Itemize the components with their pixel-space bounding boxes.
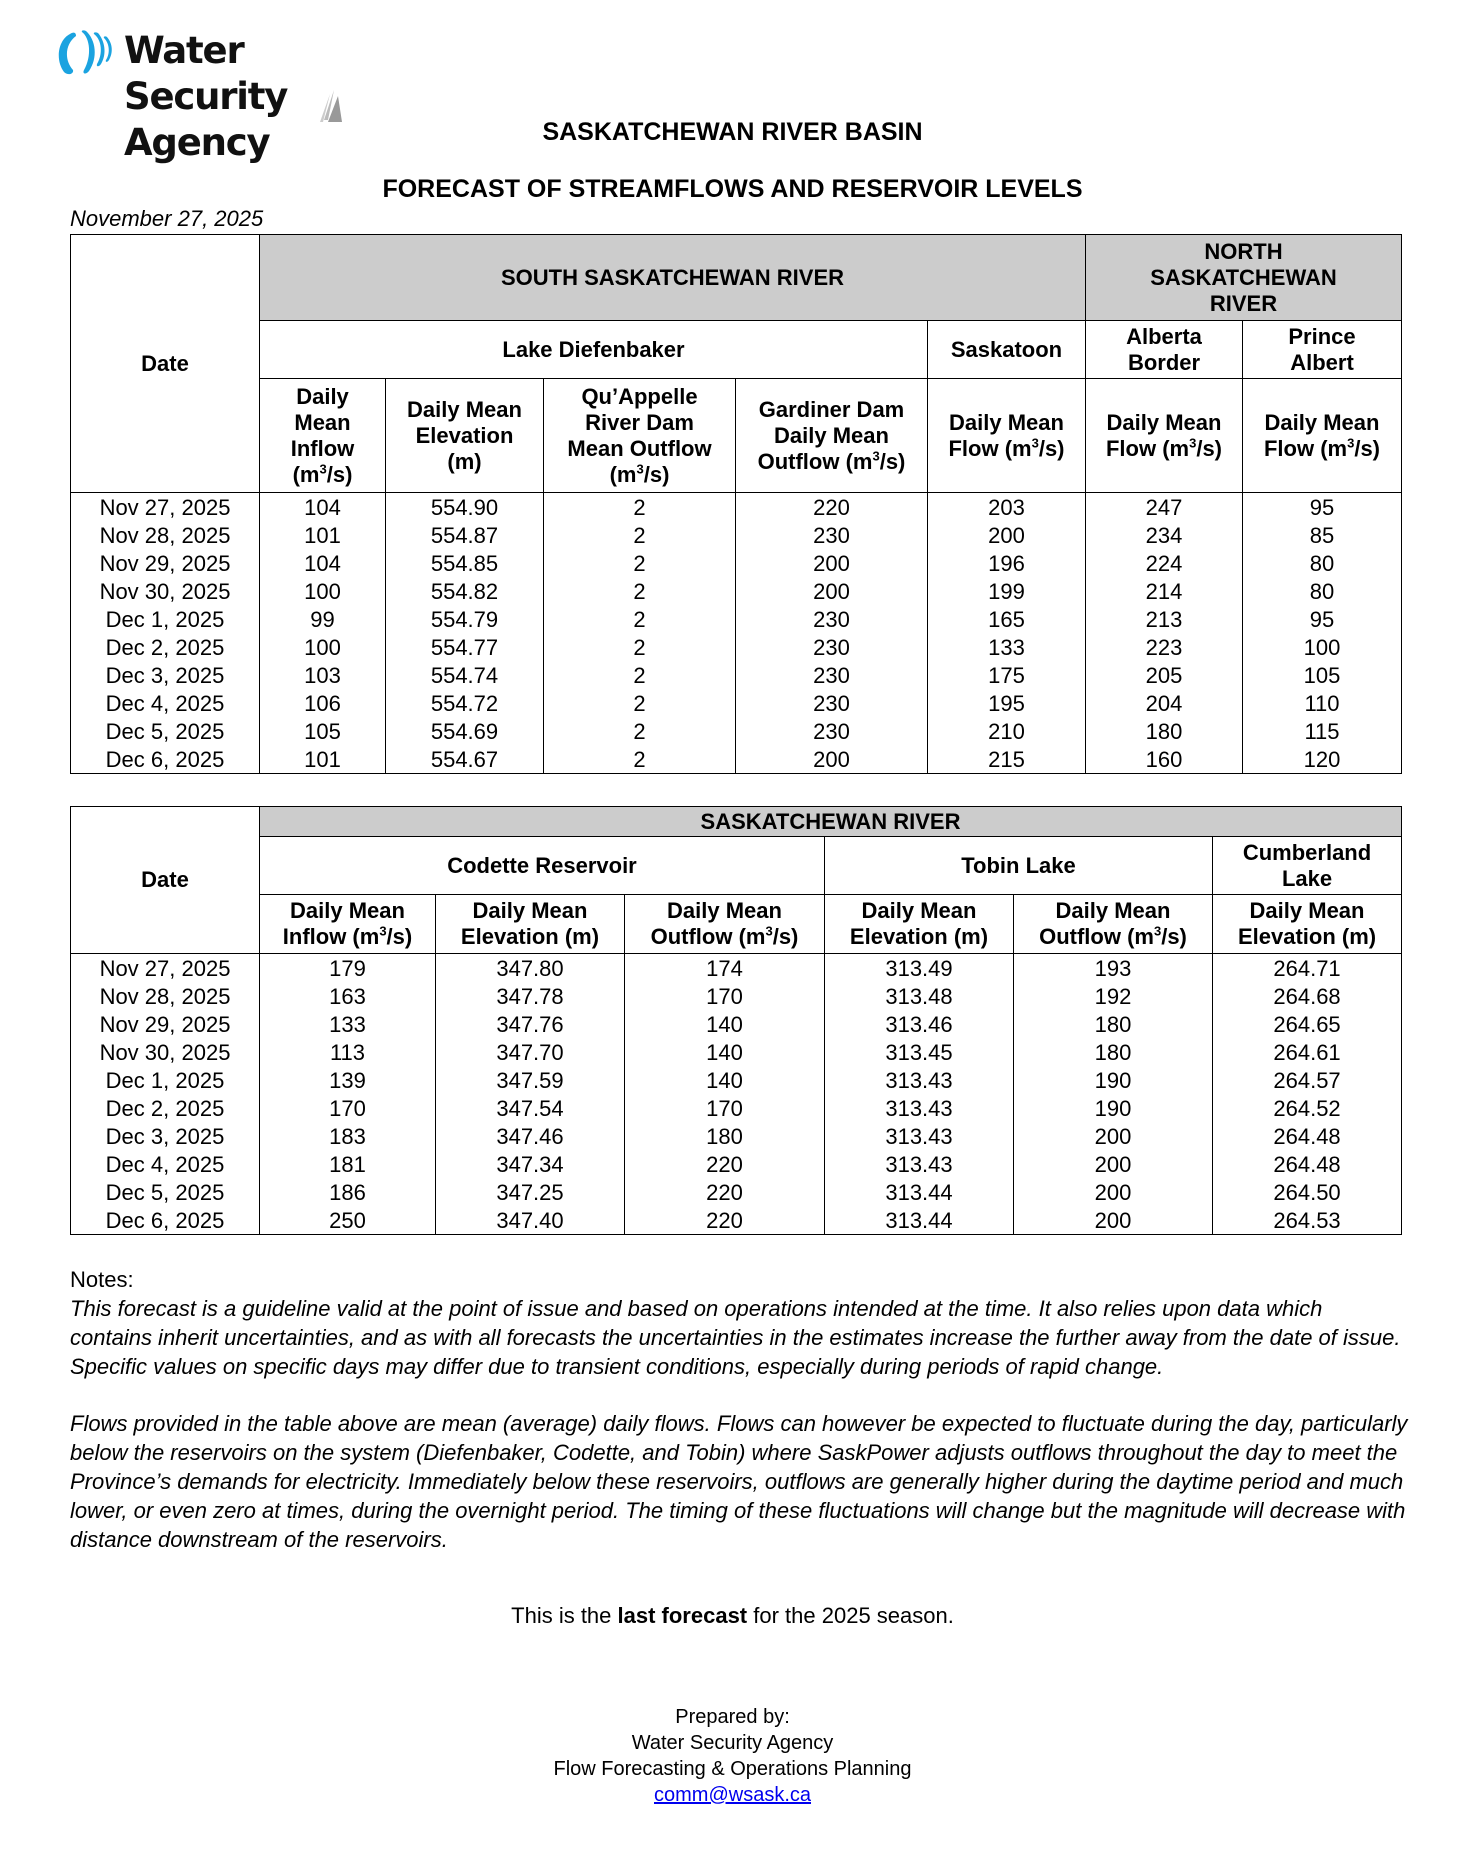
value-cell: 139 — [260, 1066, 436, 1094]
value-cell: 165 — [928, 605, 1086, 633]
value-cell: 80 — [1243, 549, 1402, 577]
value-cell: 213 — [1086, 605, 1243, 633]
value-cell: 106 — [260, 689, 386, 717]
value-cell: 347.40 — [436, 1206, 625, 1235]
value-cell: 230 — [736, 633, 928, 661]
date-cell: Dec 1, 2025 — [71, 1066, 260, 1094]
value-cell: 347.54 — [436, 1094, 625, 1122]
value-cell: 220 — [625, 1178, 825, 1206]
table-row — [71, 745, 1402, 774]
value-cell: 264.71 — [1213, 954, 1402, 983]
value-cell: 247 — [1086, 493, 1243, 522]
value-cell: 110 — [1243, 689, 1402, 717]
date-cell: Dec 5, 2025 — [71, 1178, 260, 1206]
agency-logo — [56, 28, 396, 164]
date-cell: Dec 3, 2025 — [71, 1122, 260, 1150]
value-cell: 105 — [1243, 661, 1402, 689]
value-cell: 199 — [928, 577, 1086, 605]
prepared-by-label: Prepared by: — [675, 1706, 790, 1728]
value-cell: 170 — [260, 1094, 436, 1122]
value-cell: 313.43 — [825, 1066, 1014, 1094]
table1-body — [71, 493, 1402, 774]
north-saskatchewan-river-header: NORTH SASKATCHEWAN RIVER — [1086, 235, 1402, 321]
value-cell: 264.48 — [1213, 1150, 1402, 1178]
codette-reservoir-header: Codette Reservoir — [260, 837, 825, 895]
date-cell: Nov 28, 2025 — [71, 521, 260, 549]
value-cell: 193 — [1014, 954, 1213, 983]
date-cell: Nov 30, 2025 — [71, 1038, 260, 1066]
date-cell: Dec 6, 2025 — [71, 745, 260, 774]
date-cell: Dec 5, 2025 — [71, 717, 260, 745]
table-row — [71, 1178, 1402, 1206]
value-cell: 200 — [736, 549, 928, 577]
table-row — [71, 717, 1402, 745]
value-cell: 133 — [260, 1010, 436, 1038]
value-cell: 313.44 — [825, 1178, 1014, 1206]
saskatchewan-river-header: SASKATCHEWAN RIVER — [260, 807, 1402, 837]
value-cell: 230 — [736, 717, 928, 745]
value-cell: 100 — [260, 633, 386, 661]
value-cell: 2 — [544, 661, 736, 689]
prince-albert-header: Prince Albert — [1243, 321, 1402, 379]
issue-date: November 27, 2025 — [70, 206, 264, 231]
value-cell: 554.87 — [386, 521, 544, 549]
value-cell: 554.79 — [386, 605, 544, 633]
table-row — [71, 1038, 1402, 1066]
south-saskatchewan-river-header: SOUTH SASKATCHEWAN RIVER — [260, 235, 1086, 321]
value-cell: 2 — [544, 745, 736, 774]
value-cell: 347.80 — [436, 954, 625, 983]
contact-email-link[interactable]: comm@wsask.ca — [654, 1784, 811, 1806]
value-cell: 99 — [260, 605, 386, 633]
value-cell: 200 — [1014, 1206, 1213, 1235]
col-quappelle-outflow: Qu’Appelle River Dam Mean Outflow $(m^3/s)$ — [544, 379, 736, 493]
table2-body — [71, 954, 1402, 1235]
value-cell: 554.82 — [386, 577, 544, 605]
tobin-lake-header: Tobin Lake — [825, 837, 1213, 895]
value-cell: 220 — [736, 493, 928, 522]
value-cell: 95 — [1243, 605, 1402, 633]
value-cell: 313.43 — [825, 1150, 1014, 1178]
value-cell: 100 — [1243, 633, 1402, 661]
prepared-by-dept: Flow Forecasting & Operations Planning — [553, 1758, 912, 1780]
value-cell: 80 — [1243, 577, 1402, 605]
date-column-header: Date — [71, 235, 260, 493]
col-prince-albert-flow: Daily Mean Flow $(m^3/s)$ — [1243, 379, 1402, 493]
col-tobin-elevation: Daily Mean Elevation (m) — [825, 895, 1014, 954]
logo-line1: Water Security — [124, 29, 288, 118]
value-cell: 347.25 — [436, 1178, 625, 1206]
value-cell: 200 — [928, 521, 1086, 549]
value-cell: 180 — [1086, 717, 1243, 745]
value-cell: 101 — [260, 745, 386, 774]
value-cell: 200 — [1014, 1150, 1213, 1178]
date-cell: Dec 4, 2025 — [71, 689, 260, 717]
value-cell: 223 — [1086, 633, 1243, 661]
table-row — [71, 633, 1402, 661]
value-cell: 230 — [736, 605, 928, 633]
value-cell: 554.69 — [386, 717, 544, 745]
value-cell: 2 — [544, 493, 736, 522]
value-cell: 190 — [1014, 1066, 1213, 1094]
value-cell: 554.90 — [386, 493, 544, 522]
date-cell: Nov 28, 2025 — [71, 982, 260, 1010]
date-cell: Dec 2, 2025 — [71, 633, 260, 661]
value-cell: 174 — [625, 954, 825, 983]
date-column-header: Date — [71, 807, 260, 954]
alberta-border-header: Alberta Border — [1086, 321, 1243, 379]
date-cell: Nov 29, 2025 — [71, 549, 260, 577]
table-row — [71, 689, 1402, 717]
value-cell: 181 — [260, 1150, 436, 1178]
date-cell: Dec 6, 2025 — [71, 1206, 260, 1235]
value-cell: 115 — [1243, 717, 1402, 745]
value-cell: 250 — [260, 1206, 436, 1235]
value-cell: 347.34 — [436, 1150, 625, 1178]
value-cell: 313.43 — [825, 1122, 1014, 1150]
value-cell: 224 — [1086, 549, 1243, 577]
table-row — [71, 982, 1402, 1010]
date-cell: Nov 30, 2025 — [71, 577, 260, 605]
value-cell: 105 — [260, 717, 386, 745]
value-cell: 210 — [928, 717, 1086, 745]
value-cell: 264.57 — [1213, 1066, 1402, 1094]
table-row — [71, 521, 1402, 549]
value-cell: 160 — [1086, 745, 1243, 774]
value-cell: 313.45 — [825, 1038, 1014, 1066]
value-cell: 205 — [1086, 661, 1243, 689]
value-cell: 163 — [260, 982, 436, 1010]
page-subtitle: FORECAST OF STREAMFLOWS AND RESERVOIR LEVELS — [382, 175, 1083, 203]
value-cell: 183 — [260, 1122, 436, 1150]
value-cell: 313.44 — [825, 1206, 1014, 1235]
saskatchewan-river-table — [70, 806, 1402, 1235]
date-cell: Nov 27, 2025 — [71, 493, 260, 522]
value-cell: 554.74 — [386, 661, 544, 689]
value-cell: 140 — [625, 1066, 825, 1094]
value-cell: 554.67 — [386, 745, 544, 774]
value-cell: 2 — [544, 577, 736, 605]
value-cell: 554.85 — [386, 549, 544, 577]
saskatoon-header: Saskatoon — [928, 321, 1086, 379]
value-cell: 2 — [544, 633, 736, 661]
value-cell: 140 — [625, 1010, 825, 1038]
value-cell: 180 — [1014, 1010, 1213, 1038]
table-row — [71, 1206, 1402, 1235]
col-diefenbaker-elevation: Daily Mean Elevation (m) — [386, 379, 544, 493]
value-cell: 200 — [1014, 1122, 1213, 1150]
value-cell: 313.43 — [825, 1094, 1014, 1122]
table-row — [71, 1010, 1402, 1038]
value-cell: 200 — [736, 745, 928, 774]
value-cell: 2 — [544, 689, 736, 717]
value-cell: 220 — [625, 1150, 825, 1178]
value-cell: 313.49 — [825, 954, 1014, 983]
value-cell: 230 — [736, 689, 928, 717]
value-cell: 175 — [928, 661, 1086, 689]
notes-section — [70, 1265, 1410, 1554]
date-cell: Dec 4, 2025 — [71, 1150, 260, 1178]
value-cell: 180 — [625, 1122, 825, 1150]
value-cell: 200 — [736, 577, 928, 605]
value-cell: 264.65 — [1213, 1010, 1402, 1038]
cumberland-lake-header: Cumberland Lake — [1213, 837, 1402, 895]
col-codette-inflow: Daily Mean Inflow $(m^3/s)$ — [260, 895, 436, 954]
table-row — [71, 493, 1402, 522]
col-cumberland-elevation: Daily Mean Elevation (m) — [1213, 895, 1402, 954]
value-cell: 192 — [1014, 982, 1213, 1010]
lake-diefenbaker-header: Lake Diefenbaker — [260, 321, 928, 379]
value-cell: 220 — [625, 1206, 825, 1235]
logo-line2: Agency — [124, 121, 270, 164]
value-cell: 230 — [736, 521, 928, 549]
date-cell: Nov 29, 2025 — [71, 1010, 260, 1038]
value-cell: 347.70 — [436, 1038, 625, 1066]
value-cell: 200 — [1014, 1178, 1213, 1206]
value-cell: 230 — [736, 661, 928, 689]
value-cell: 264.68 — [1213, 982, 1402, 1010]
value-cell: 347.78 — [436, 982, 625, 1010]
value-cell: 85 — [1243, 521, 1402, 549]
value-cell: 2 — [544, 605, 736, 633]
page-title: SASKATCHEWAN RIVER BASIN — [542, 118, 923, 146]
value-cell: 120 — [1243, 745, 1402, 774]
date-cell: Dec 3, 2025 — [71, 661, 260, 689]
last-forecast-statement: This is the last forecast for the 2025 season. — [511, 1603, 954, 1628]
water-drops-icon — [56, 30, 114, 76]
col-saskatoon-flow: Daily Mean Flow $(m^3/s)$ — [928, 379, 1086, 493]
value-cell: 104 — [260, 549, 386, 577]
notes-paragraph-2: Flows provided in the table above are mean (average) daily flows. Flows can however be expected to fluctuate during the day, particularly below the reservoirs on the system (Diefenbaker, Codette, and Tobin) where SaskPower adjusts outflows throughout the day to meet the Province’s demands for electricity. Immediately below these reservoirs, outflows are generally higher during the daytime period and much lower, or even zero at times, during the overnight period. The timing of these fluctuations will change but the magnitude will decrease with distance downstream of the reservoirs. — [70, 1411, 1408, 1552]
table-row — [71, 1122, 1402, 1150]
value-cell: 264.53 — [1213, 1206, 1402, 1235]
value-cell: 264.50 — [1213, 1178, 1402, 1206]
col-diefenbaker-inflow: Daily Mean Inflow $(m^3/s)$ — [260, 379, 386, 493]
value-cell: 264.61 — [1213, 1038, 1402, 1066]
value-cell: 104 — [260, 493, 386, 522]
value-cell: 179 — [260, 954, 436, 983]
value-cell: 2 — [544, 549, 736, 577]
notes-heading: Notes: — [70, 1267, 134, 1292]
value-cell: 103 — [260, 661, 386, 689]
value-cell: 347.76 — [436, 1010, 625, 1038]
value-cell: 313.48 — [825, 982, 1014, 1010]
value-cell: 214 — [1086, 577, 1243, 605]
value-cell: 190 — [1014, 1094, 1213, 1122]
value-cell: 195 — [928, 689, 1086, 717]
date-cell: Nov 27, 2025 — [71, 954, 260, 983]
prepared-by-block — [0, 1704, 1465, 1808]
value-cell: 95 — [1243, 493, 1402, 522]
value-cell: 204 — [1086, 689, 1243, 717]
table-row — [71, 1150, 1402, 1178]
table-row — [71, 1066, 1402, 1094]
table-row — [71, 549, 1402, 577]
value-cell: 180 — [1014, 1038, 1213, 1066]
value-cell: 170 — [625, 982, 825, 1010]
value-cell: 101 — [260, 521, 386, 549]
table-row — [71, 954, 1402, 983]
table-row — [71, 605, 1402, 633]
value-cell: 264.52 — [1213, 1094, 1402, 1122]
prepared-by-org: Water Security Agency — [631, 1732, 834, 1754]
value-cell: 133 — [928, 633, 1086, 661]
value-cell: 215 — [928, 745, 1086, 774]
value-cell: 100 — [260, 577, 386, 605]
last-forecast-emphasis: last forecast — [617, 1603, 748, 1628]
col-codette-elevation: Daily Mean Elevation (m) — [436, 895, 625, 954]
value-cell: 554.72 — [386, 689, 544, 717]
col-codette-outflow: Daily Mean Outflow $(m^3/s)$ — [625, 895, 825, 954]
col-gardiner-outflow: Gardiner Dam Daily Mean Outflow $(m^3/s)$ — [736, 379, 928, 493]
col-tobin-outflow: Daily Mean Outflow $(m^3/s)$ — [1014, 895, 1213, 954]
south-north-saskatchewan-table — [70, 234, 1402, 774]
value-cell: 347.46 — [436, 1122, 625, 1150]
date-cell: Dec 2, 2025 — [71, 1094, 260, 1122]
value-cell: 554.77 — [386, 633, 544, 661]
table-row — [71, 661, 1402, 689]
value-cell: 2 — [544, 521, 736, 549]
value-cell: 196 — [928, 549, 1086, 577]
col-alberta-border-flow: Daily Mean Flow $(m^3/s)$ — [1086, 379, 1243, 493]
table-row — [71, 577, 1402, 605]
value-cell: 113 — [260, 1038, 436, 1066]
date-cell: Dec 1, 2025 — [71, 605, 260, 633]
value-cell: 140 — [625, 1038, 825, 1066]
value-cell: 313.46 — [825, 1010, 1014, 1038]
notes-paragraph-1: This forecast is a guideline valid at the point of issue and based on operations intended at the time. It also relies upon data which contains inherit uncertainties, and as with all forecasts the uncertainties in the estimates increase the further away from the date of issue. Specific values on specific days may differ due to transient conditions, especially during periods of rapid change. — [70, 1296, 1401, 1379]
value-cell: 2 — [544, 717, 736, 745]
value-cell: 234 — [1086, 521, 1243, 549]
value-cell: 186 — [260, 1178, 436, 1206]
table-row — [71, 1094, 1402, 1122]
value-cell: 203 — [928, 493, 1086, 522]
value-cell: 264.48 — [1213, 1122, 1402, 1150]
value-cell: 170 — [625, 1094, 825, 1122]
value-cell: 347.59 — [436, 1066, 625, 1094]
